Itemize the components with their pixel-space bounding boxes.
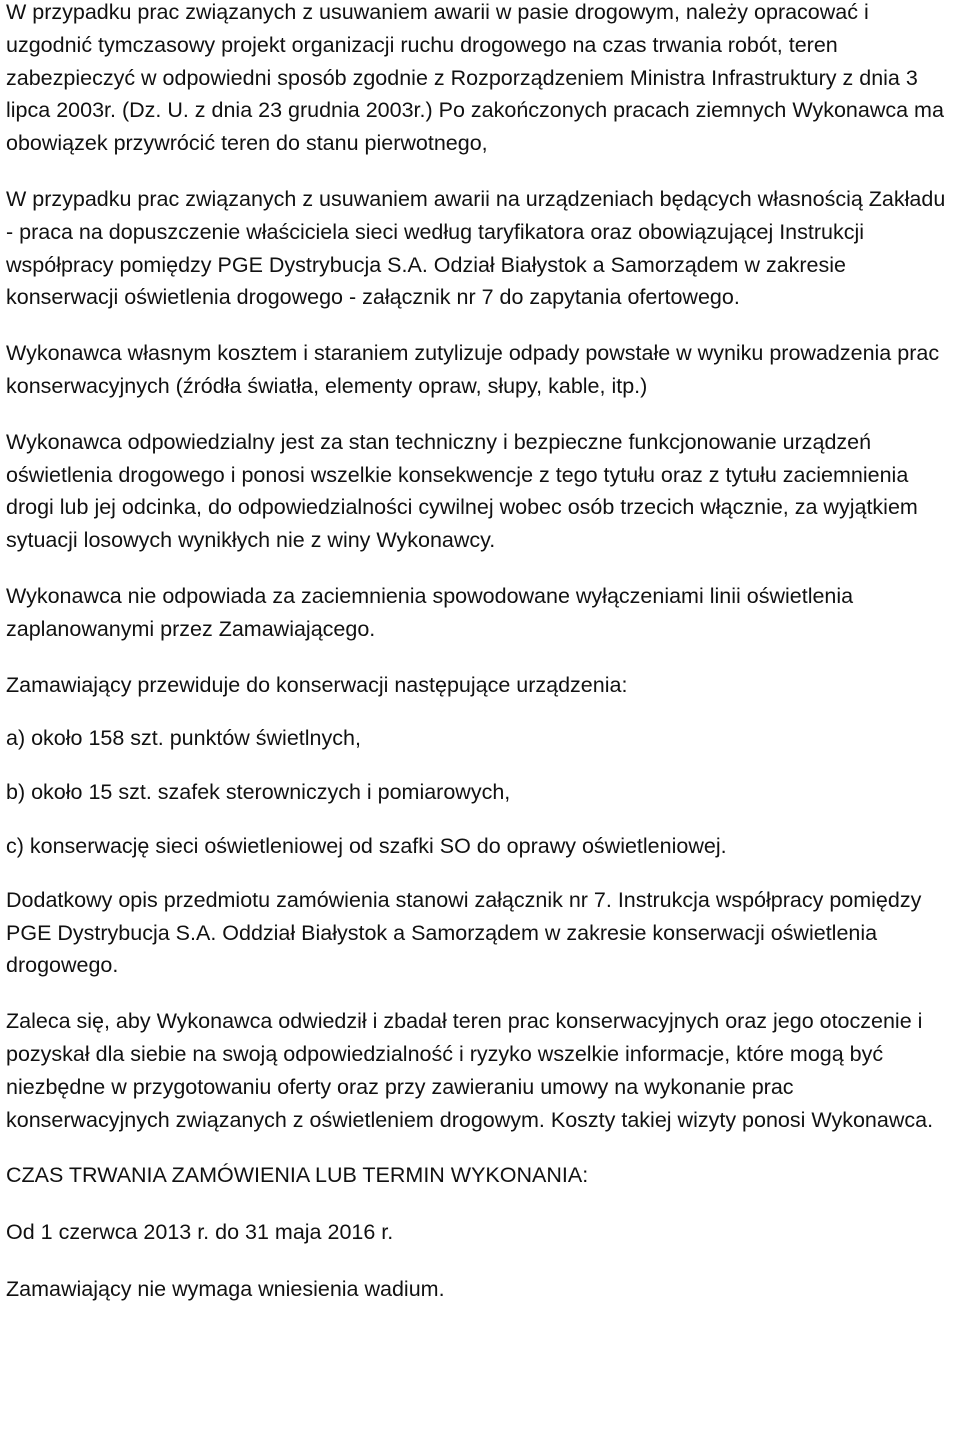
section-heading-duration: CZAS TRWANIA ZAMÓWIENIA LUB TERMIN WYKONANIA: bbox=[6, 1163, 589, 1188]
paragraph-company-devices: W przypadku prac związanych z usuwaniem awarii na urządzeniach będących własnością Zakładu - praca na dopuszczenie właściciela sieci według taryfikatora oraz obowiązującej Instrukcji współpracy pomiędzy PGE Dystrybucja S.A. Odział Białystok a Samorządem w zakresie konserwacji oświetlenia drogowego - załącznik nr 7 do zapytania ofertowego. bbox=[6, 186, 946, 310]
paragraph-site-visit: Zaleca się, aby Wykonawca odwiedził i zbadał teren prac konserwacyjnych oraz jego otoczenie i pozyskał dla siebie na swoją odpowiedzialność i ryzyko wszelkie informacje, które mogą być niezbędne w przygotowaniu oferty oraz przy zawieraniu umowy na wykonanie prac konserwacyjnych związanych z oświetleniem drogowym. Koszty takiej wizyty ponosi Wykonawca. bbox=[6, 1009, 934, 1132]
paragraph-contractor-responsibility: Wykonawca odpowiedzialny jest za stan techniczny i bezpieczne funkcjonowanie urządzeń oświetlenia drogowego i ponosi wszelkie konsekwencje z tego tytułu oraz z tytułu zaciemnienia drogi lub jej odcinka, do odpowiedzialności cywilnej wobec osób trzecich włącznie, za wyjątkiem sytuacji losowych wynikłych nie z winy Wykonawcy. bbox=[6, 429, 918, 553]
paragraph-deposit: Zamawiający nie wymaga wniesienia wadium. bbox=[6, 1276, 445, 1301]
document-body bbox=[6, 0, 958, 1306]
paragraph-additional-description: Dodatkowy opis przedmiotu zamówienia stanowi załącznik nr 7. Instrukcja współpracy pomiędzy PGE Dystrybucja S.A. Oddział Białystok a Samorządem w zakresie konserwacji oświetlenia drogowego. bbox=[6, 887, 922, 978]
list-item-network: c) konserwację sieci oświetleniowej od szafki SO do oprawy oświetleniowej. bbox=[6, 833, 727, 858]
paragraph-date-range: Od 1 czerwca 2013 r. do 31 maja 2016 r. bbox=[6, 1220, 394, 1245]
paragraph-devices-intro: Zamawiający przewiduje do konserwacji następujące urządzenia: bbox=[6, 672, 628, 697]
paragraph-road-works-traffic: W przypadku prac związanych z usuwaniem awarii w pasie drogowym, należy opracować i uzgodnić tymczasowy projekt organizacji ruchu drogowego na czas trwania robót, teren zabezpieczyć w odpowiedni sposób zgodnie z Rozporządzeniem Ministra Infrastruktury z dnia 3 lipca 2003r. (Dz. U. z dnia 23 grudnia 2003r.) Po zakończonych pracach ziemnych Wykonawca ma obowiązek przywrócić teren do stanu pierwotnego, bbox=[6, 0, 944, 156]
paragraph-outages: Wykonawca nie odpowiada za zaciemnienia spowodowane wyłączeniami linii oświetlenia zaplanowanymi przez Zamawiającego. bbox=[6, 583, 854, 641]
list-item-light-points: a) około 158 szt. punktów świetlnych, bbox=[6, 726, 361, 751]
list-item-cabinets: b) około 15 szt. szafek sterowniczych i pomiarowych, bbox=[6, 780, 511, 805]
paragraph-waste-disposal: Wykonawca własnym kosztem i staraniem zutylizuje odpady powstałe w wyniku prowadzenia prac konserwacyjnych (źródła światła, elementy opraw, słupy, kable, itp.) bbox=[6, 341, 940, 398]
